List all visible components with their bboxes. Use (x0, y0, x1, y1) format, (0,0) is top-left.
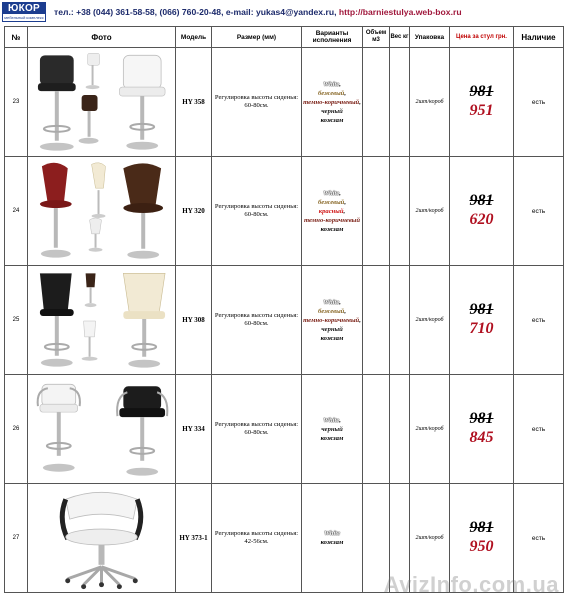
row-number: 25 (5, 266, 28, 375)
color-beige: бежевый (317, 198, 345, 206)
row-number: 26 (5, 375, 28, 484)
col-size: Размер (мм) (212, 27, 302, 48)
color-beige: бежевый (317, 89, 345, 97)
pack-cell: 2шт/короб (410, 157, 450, 266)
price-cell (450, 157, 514, 266)
color-red: красный (318, 207, 344, 215)
price-cell (450, 266, 514, 375)
model-name: HY 334 (176, 375, 212, 484)
color-white: White (323, 416, 340, 424)
contact-line (54, 7, 462, 17)
color-dark-brown: темно-коричневый (303, 216, 361, 224)
size-text: Регулировка высоты сиденья: 60-80см. (212, 375, 302, 484)
availability: есть (514, 484, 564, 593)
col-price: Цена за стул грн. (450, 27, 514, 48)
old-price: 981 (469, 301, 494, 318)
table-row (5, 48, 564, 157)
size-text: Регулировка высоты сиденья: 60-80см. (212, 266, 302, 375)
availability: есть (514, 266, 564, 375)
new-price: 710 (469, 320, 494, 337)
color-white: White (323, 80, 340, 88)
material: кожзам (320, 225, 344, 233)
contact-info: тел.: +38 (044) 361-58-58, (066) 760-20-48, e-mail: yukas4@yandex.ru, (54, 7, 337, 17)
new-price: 950 (469, 538, 494, 555)
row-number: 27 (5, 484, 28, 593)
availability: есть (514, 48, 564, 157)
old-price: 981 (469, 192, 494, 209)
logo-subtitle: мебельный комплекс (4, 15, 44, 20)
row-number: 23 (5, 48, 28, 157)
variants-cell (302, 484, 363, 593)
col-model: Модель (176, 27, 212, 48)
old-price: 981 (469, 410, 494, 427)
volume-cell (363, 375, 390, 484)
new-price: 845 (469, 429, 494, 446)
col-avail: Наличие (514, 27, 564, 48)
page-header (0, 0, 567, 26)
site-link[interactable]: http://barniestulya.web-box.ru (338, 7, 462, 17)
pack-cell: 2шт/короб (410, 48, 450, 157)
table-header-row (5, 27, 564, 48)
pack-cell: 2шт/короб (410, 484, 450, 593)
old-price: 981 (469, 83, 494, 100)
variants-cell: White, бежевый, красный, темно-коричневый кожзам (302, 157, 363, 266)
color-black: черный (321, 325, 343, 333)
price-cell (450, 48, 514, 157)
product-photo[interactable] (28, 266, 176, 375)
volume-cell (363, 266, 390, 375)
watermark: AvizInfo.com.ua (383, 572, 559, 597)
size-text: Регулировка высоты сиденья: 60-80см. (212, 157, 302, 266)
variants-cell: White, бежевый, темно-коричневый, черный кожзам (302, 48, 363, 157)
new-price: 620 (469, 211, 494, 228)
price-table (4, 26, 564, 593)
size-text: Регулировка высоты сиденья: 60-80см. (212, 48, 302, 157)
company-logo[interactable] (2, 2, 46, 22)
row-number: 24 (5, 157, 28, 266)
col-variants: Варианты исполнения (302, 27, 363, 48)
old-price: 981 (469, 519, 494, 536)
variants-cell: White, черный кожзам (302, 375, 363, 484)
col-weight: Вес кг (390, 27, 410, 48)
color-dark-brown: темно-коричневый (303, 316, 360, 324)
material: кожзам (320, 116, 344, 124)
table-row (5, 266, 564, 375)
new-price: 951 (469, 102, 494, 119)
size-text: Регулировка высоты сиденья: 42-56см. (212, 484, 302, 593)
bar-stool-photo (28, 158, 175, 265)
logo-text: ЮКОР (3, 3, 45, 14)
color-dark-brown: темно-коричневый (303, 98, 360, 106)
product-photo[interactable] (28, 157, 176, 266)
pack-cell: 2шт/короб (410, 266, 450, 375)
col-pack: Упаковка (410, 27, 450, 48)
bar-stool-photo (28, 267, 175, 374)
weight-cell (390, 48, 410, 157)
col-num: № (5, 27, 28, 48)
bar-stool-photo (28, 49, 175, 156)
color-white: White (323, 298, 340, 306)
table-row (5, 157, 564, 266)
price-cell (450, 375, 514, 484)
weight-cell (390, 266, 410, 375)
volume-cell (363, 48, 390, 157)
col-volume: Объем м3 (363, 27, 390, 48)
col-photo: Фото (28, 27, 176, 48)
swivel-chair-photo (28, 485, 175, 592)
color-black: черный (321, 107, 343, 115)
model-name: HY 358 (176, 48, 212, 157)
variants-cell: White, бежевый, темно-коричневый, черный кожзам (302, 266, 363, 375)
material: кожзам (320, 539, 344, 546)
product-photo[interactable] (28, 48, 176, 157)
model-name: HY 320 (176, 157, 212, 266)
product-photo[interactable] (28, 375, 176, 484)
model-name: HY 308 (176, 266, 212, 375)
material: кожзам (320, 334, 344, 342)
weight-cell (390, 375, 410, 484)
weight-cell (390, 157, 410, 266)
product-photo[interactable] (28, 484, 176, 593)
availability: есть (514, 157, 564, 266)
bar-stool-photo (28, 376, 175, 483)
color-white: White (323, 530, 341, 537)
volume-cell (363, 157, 390, 266)
color-beige: бежевый (317, 307, 345, 315)
pack-cell: 2шт/короб (410, 375, 450, 484)
table-row (5, 375, 564, 484)
color-white: White (323, 189, 340, 197)
color-black: черный (321, 425, 343, 433)
model-name: HY 373-1 (176, 484, 212, 593)
material: кожзам (320, 434, 344, 442)
availability: есть (514, 375, 564, 484)
